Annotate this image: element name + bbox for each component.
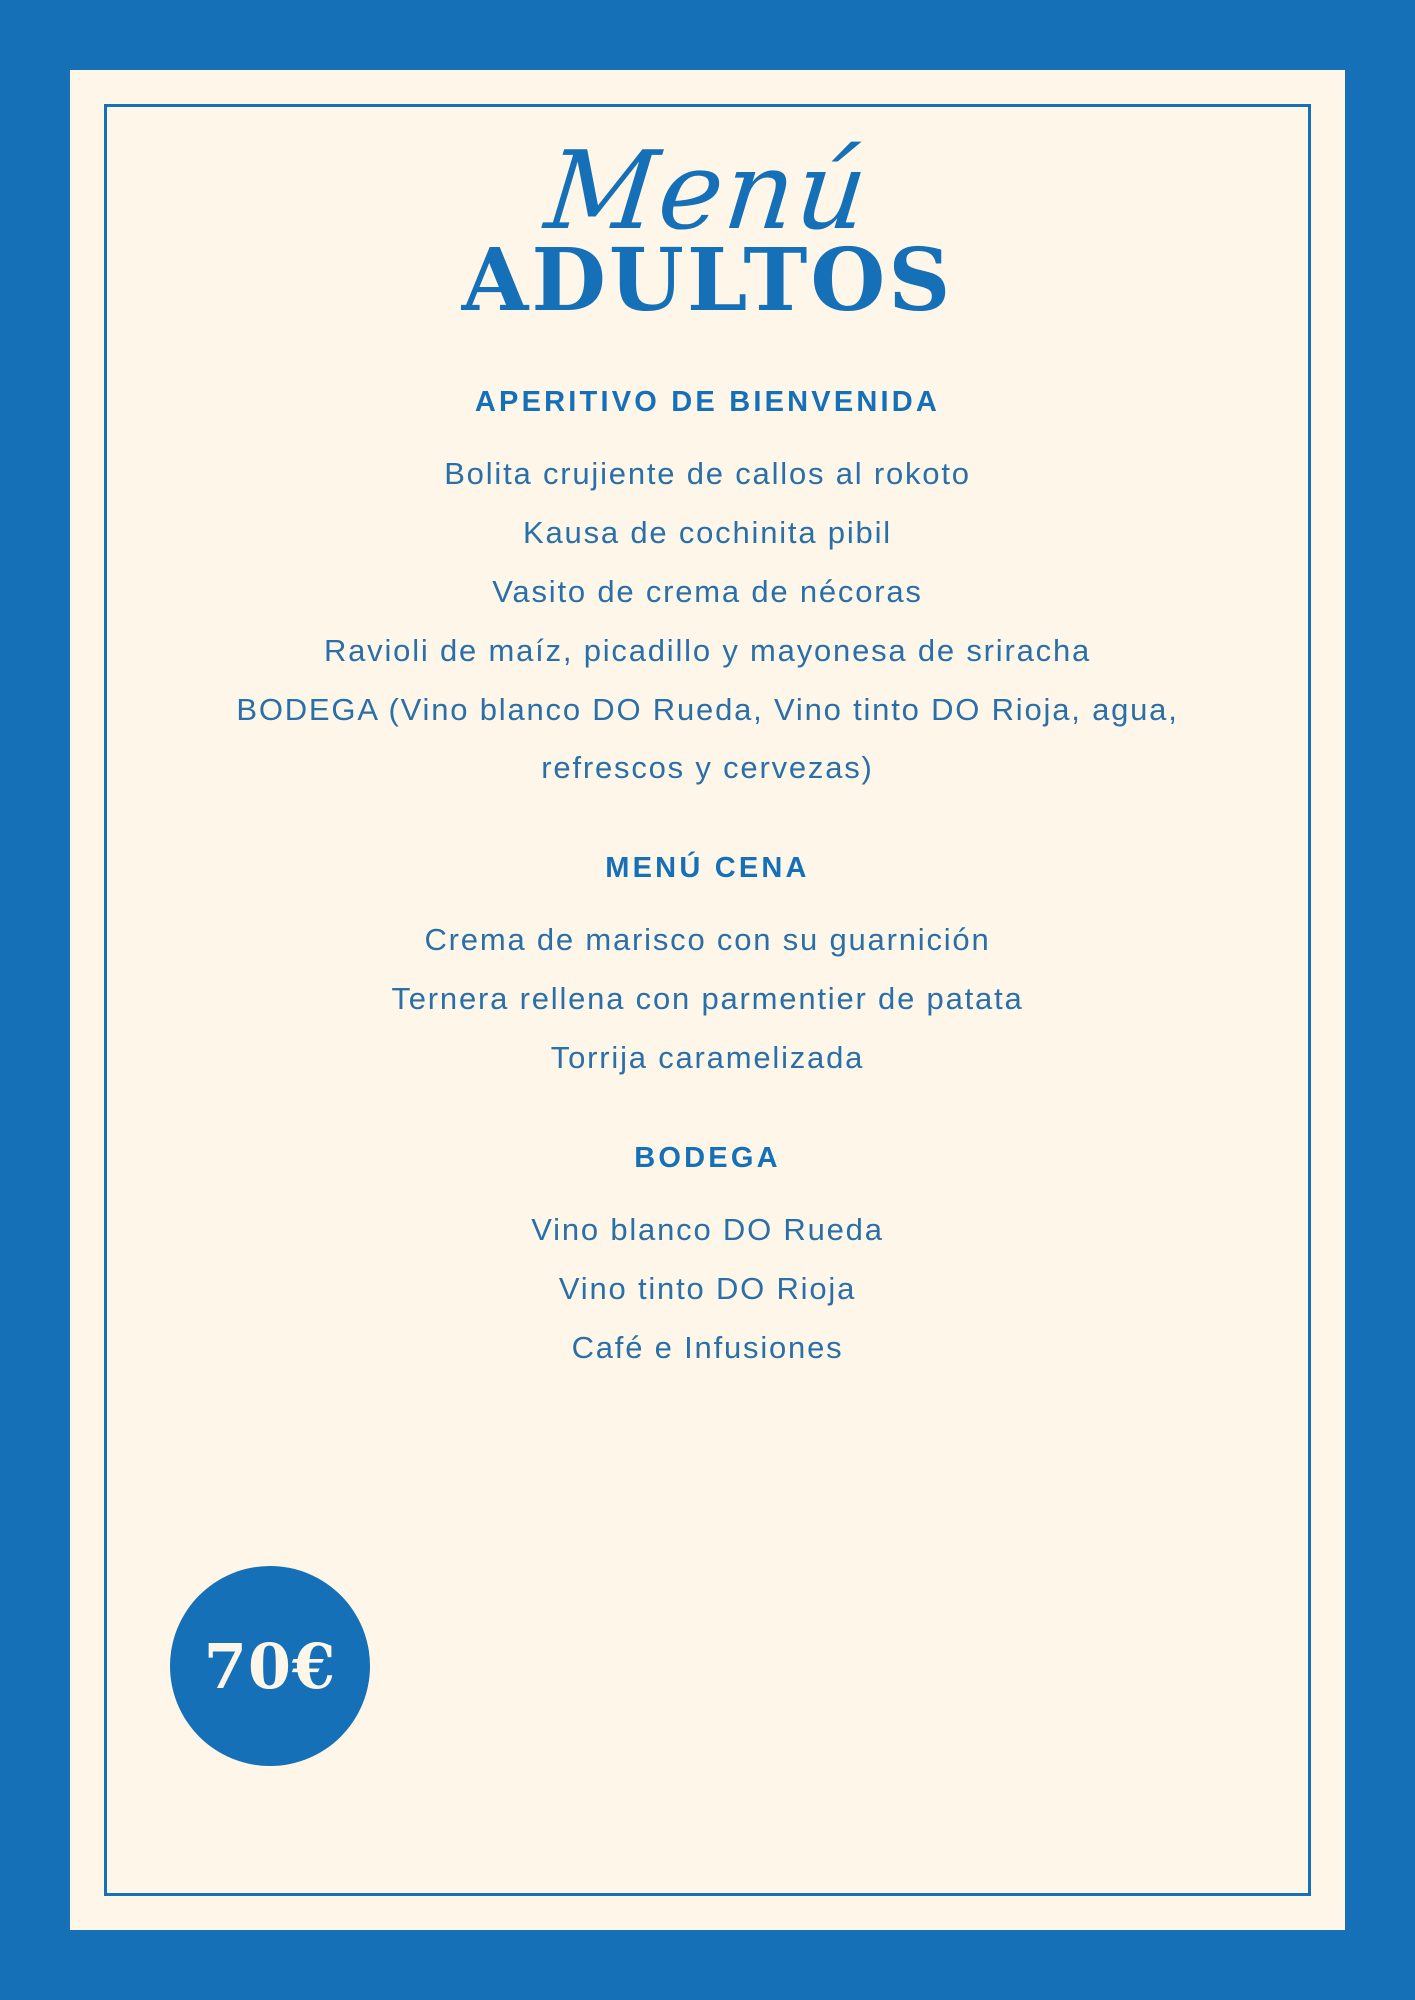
menu-item: BODEGA (Vino blanco DO Rueda, Vino tinto DO Rioja, agua, refrescos y cervezas): [236, 691, 1179, 786]
menu-item: Ravioli de maíz, picadillo y mayonesa de sriracha: [323, 632, 1092, 668]
section-heading: MENÚ CENA: [605, 852, 810, 885]
menu-item: Vino tinto DO Rioja: [558, 1270, 857, 1306]
section-heading: BODEGA: [634, 1142, 781, 1175]
price-label: 70€: [203, 1629, 337, 1703]
menu-item: Ternera rellena con parmentier de patata: [391, 981, 1024, 1017]
menu-item: Vasito de crema de nécoras: [492, 573, 923, 609]
menu-item: Torrija caramelizada: [550, 1040, 865, 1076]
price-badge: [170, 1566, 370, 1766]
menu-poster: [70, 70, 1345, 1930]
menu-item: Kausa de cochinita pibil: [523, 514, 892, 550]
menu-item: Vino blanco DO Rueda: [531, 1212, 884, 1248]
section-heading: APERITIVO DE BIENVENIDA: [474, 386, 941, 418]
menu-item: Crema de marisco con su guarnición: [424, 922, 991, 958]
section-cena: [160, 852, 1255, 1088]
section-aperitivo: [160, 386, 1255, 798]
menu-item: Bolita crujiente de callos al rokoto: [444, 456, 971, 491]
menu-title-script: Menú: [540, 129, 875, 254]
section-bodega: [160, 1142, 1255, 1378]
menu-title-main: ADULTOS: [461, 230, 954, 331]
menu-item: Café e Infusiones: [571, 1329, 844, 1365]
